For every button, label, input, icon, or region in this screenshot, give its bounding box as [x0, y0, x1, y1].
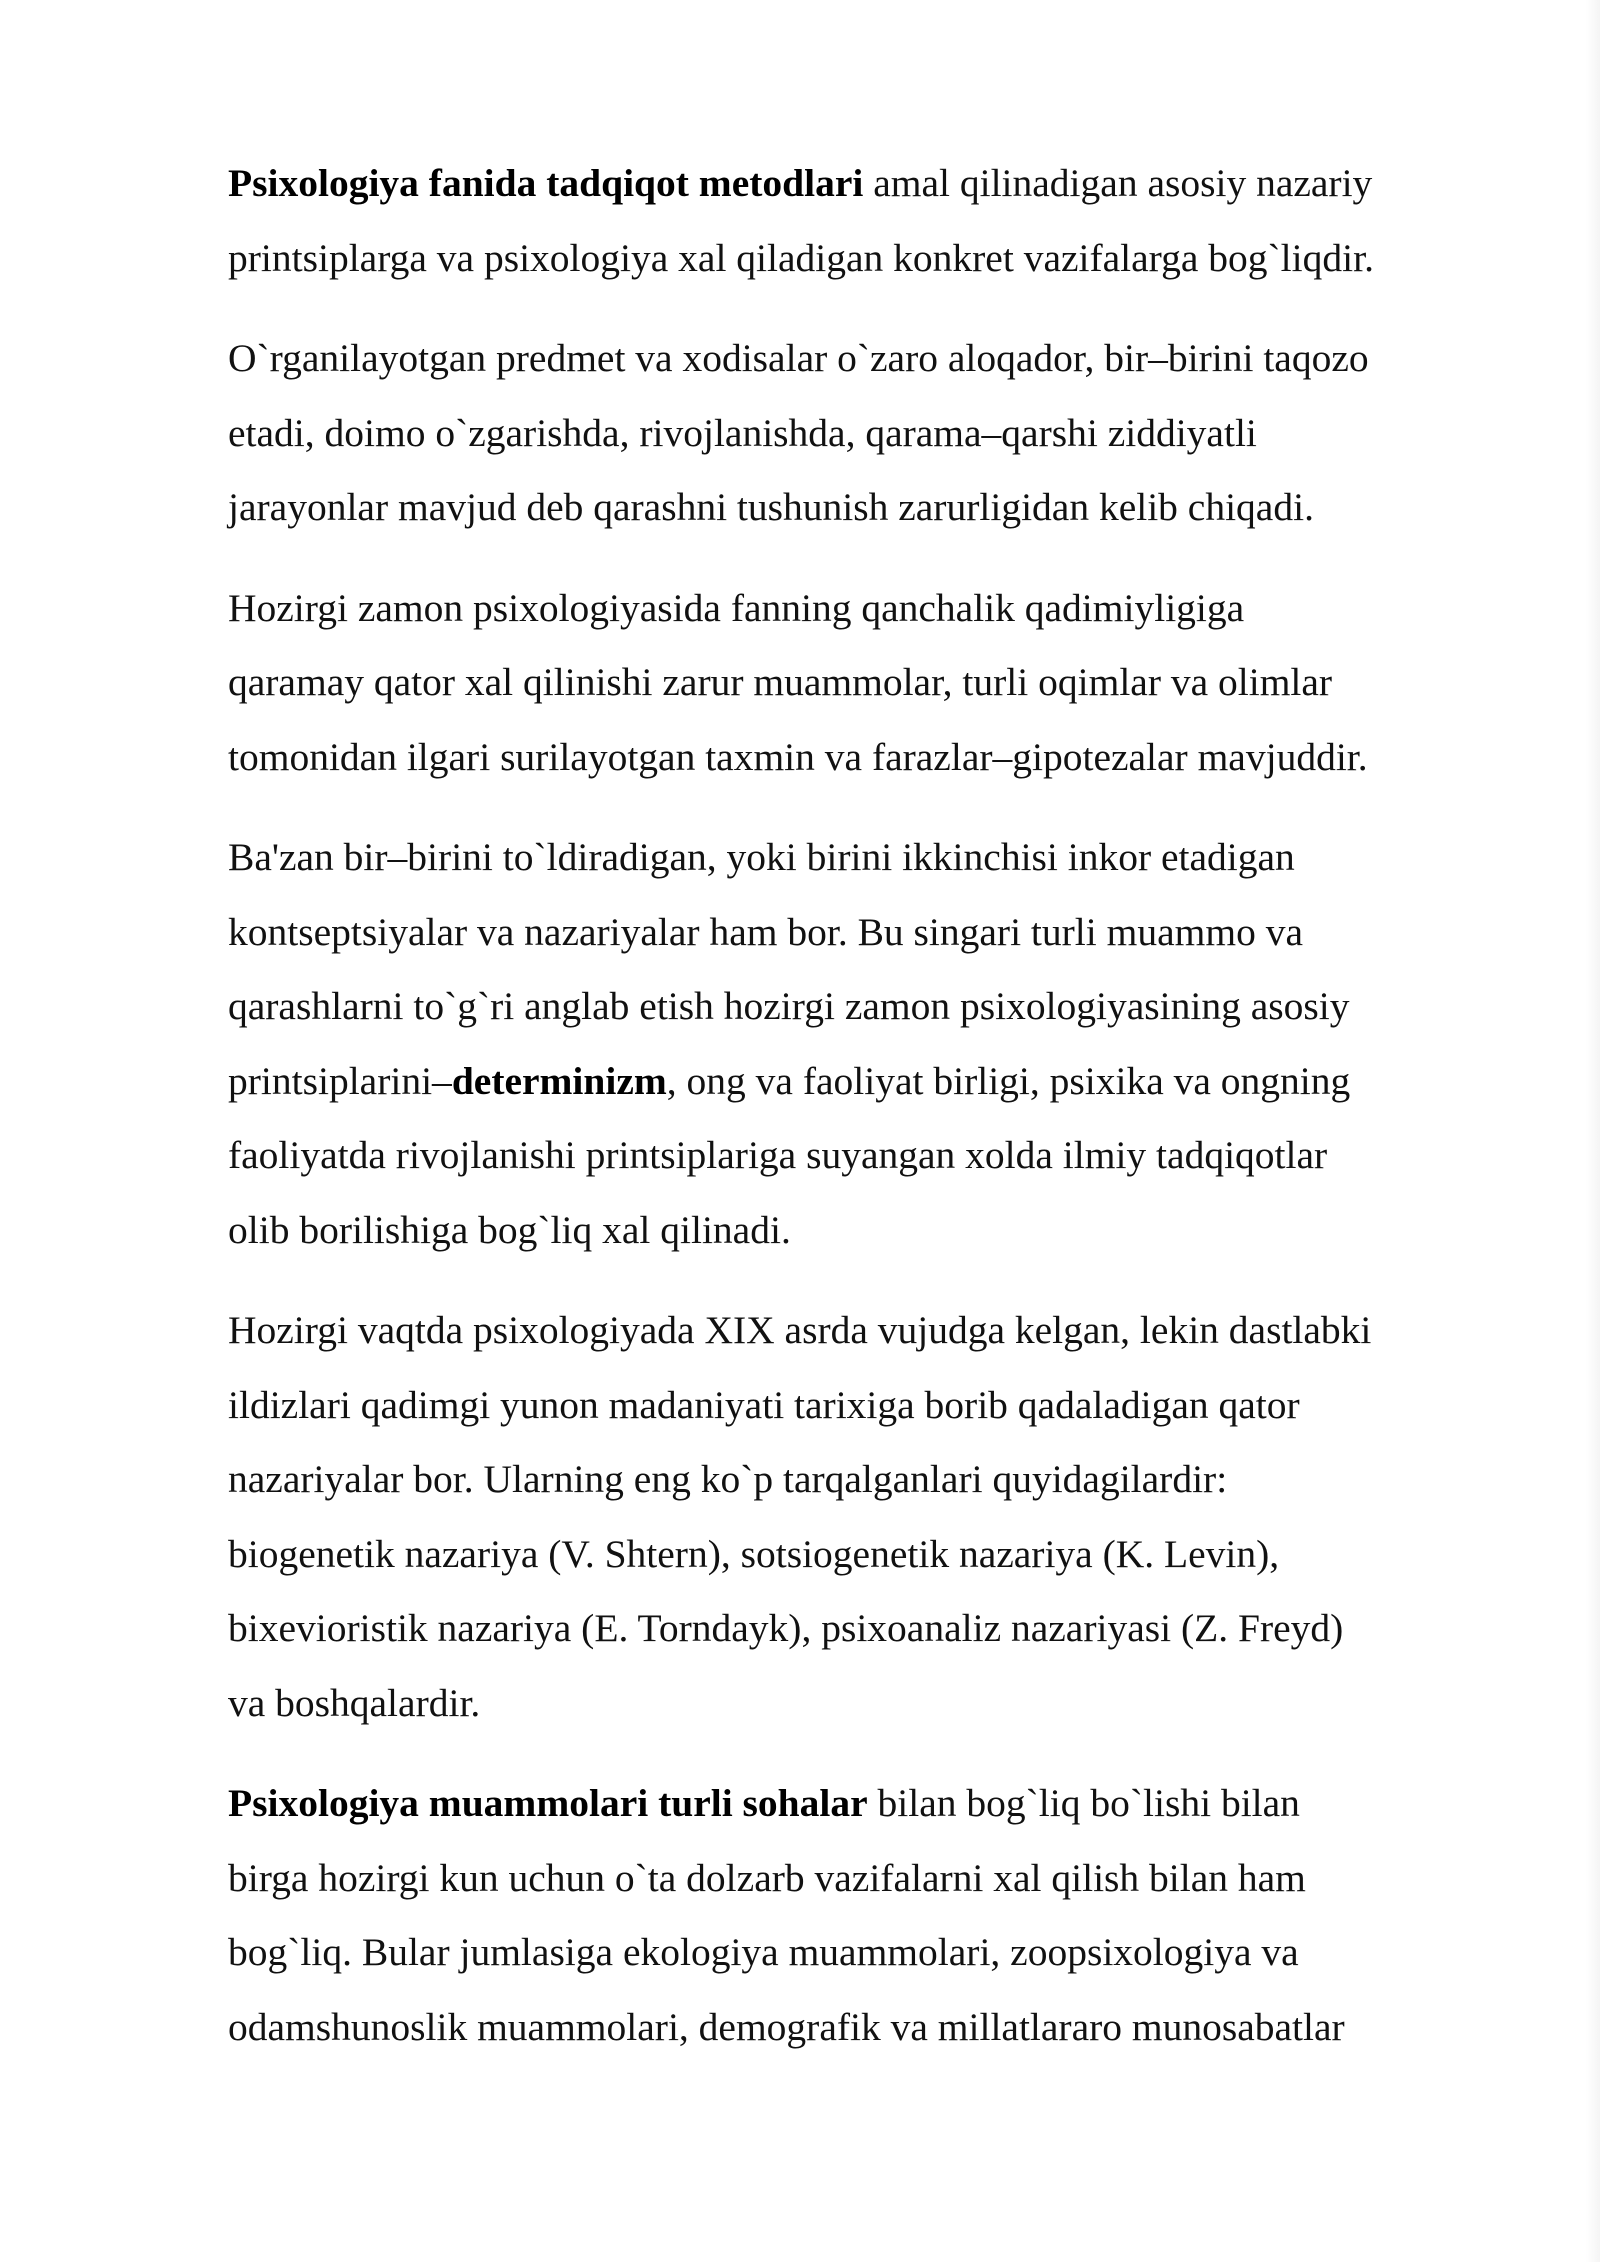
bold-phrase: Psixologiya muammolari turli sohalar — [228, 1781, 868, 1825]
paragraph-4 — [228, 820, 1528, 1267]
paragraph-5 — [228, 1293, 1528, 1740]
paragraph-text: O`rganilayotgan predmet va xodisalar o`zaro aloqador, bir–birini taqozo etadi, doimo o`zgarishda, rivojlanishda, qarama–qarshi ziddiyatli jarayonlar mavjud deb qarashni tushunish zarurligidan kelib chiqadi. — [228, 336, 1369, 529]
paragraph-text: Hozirgi zamon psixologiyasida fanning qanchalik qadimiyligiga qaramay qator xal qilinishi zarur muammolar, turli oqimlar va olimlar tomonidan ilgari surilayotgan taxmin va farazlar–gipotezalar mavjuddir. — [228, 585, 1368, 779]
paragraph-1 — [228, 146, 1528, 295]
paragraph-3 — [228, 571, 1528, 795]
paragraph-text: amal qilinadigan asosiy nazariy printsiplarga va psixologiya xal qiladigan konkret vazifalarga bog`liqdir. — [228, 161, 1374, 280]
paragraph-6 — [228, 1766, 1528, 2064]
paragraph-text-before: Ba'zan bir–birini to`ldiradigan, yoki birini ikkinchisi inkor etadigan kontseptsiyalar va nazariyalar ham bor. Bu singari turli muammo va qarashlarni to`g`ri anglab etish hozirgi zamon psixologiyasining asosiy printsiplarini– — [228, 835, 1350, 1103]
paragraph-2 — [228, 321, 1528, 545]
bold-term: determinizm — [451, 1058, 667, 1103]
bold-phrase: Psixologiya fanida tadqiqot metodlari — [228, 161, 864, 205]
paragraph-text: Hozirgi vaqtda psixologiyada XIX asrda vujudga kelgan, lekin dastlabki ildizlari qadimgi yunon madaniyati tarixiga borib qadaladigan qator nazariyalar bor. Ularning eng ko`p tarqalganlari quyidagilardir: biogenetik nazariya (V. Shtern), sotsiogenetik nazariya (K. Levin), bixevioristik nazariya (E. Torndayk), psixoanaliz nazariyasi (Z. Freyd) va boshqalardir. — [228, 1308, 1372, 1725]
document-body — [228, 146, 1528, 2090]
paragraph-text-after: , ong va faoliyat birligi, psixika va ongning faoliyatda rivojlanishi printsiplariga suyangan xolda ilmiy tadqiqotlar olib borilishiga bog`liq xal qilinadi. — [228, 1058, 1351, 1252]
paragraph-text: bilan bog`liq bo`lishi bilan birga hozirgi kun uchun o`ta dolzarb vazifalarni xal qilish bilan ham bog`liq. Bular jumlasiga ekologiya muammolari, zoopsixologiya va odamshunoslik muammolari, demografik va millatlararo munosabatlar — [228, 1781, 1345, 2049]
page-edge-shadow — [1586, 0, 1600, 2262]
